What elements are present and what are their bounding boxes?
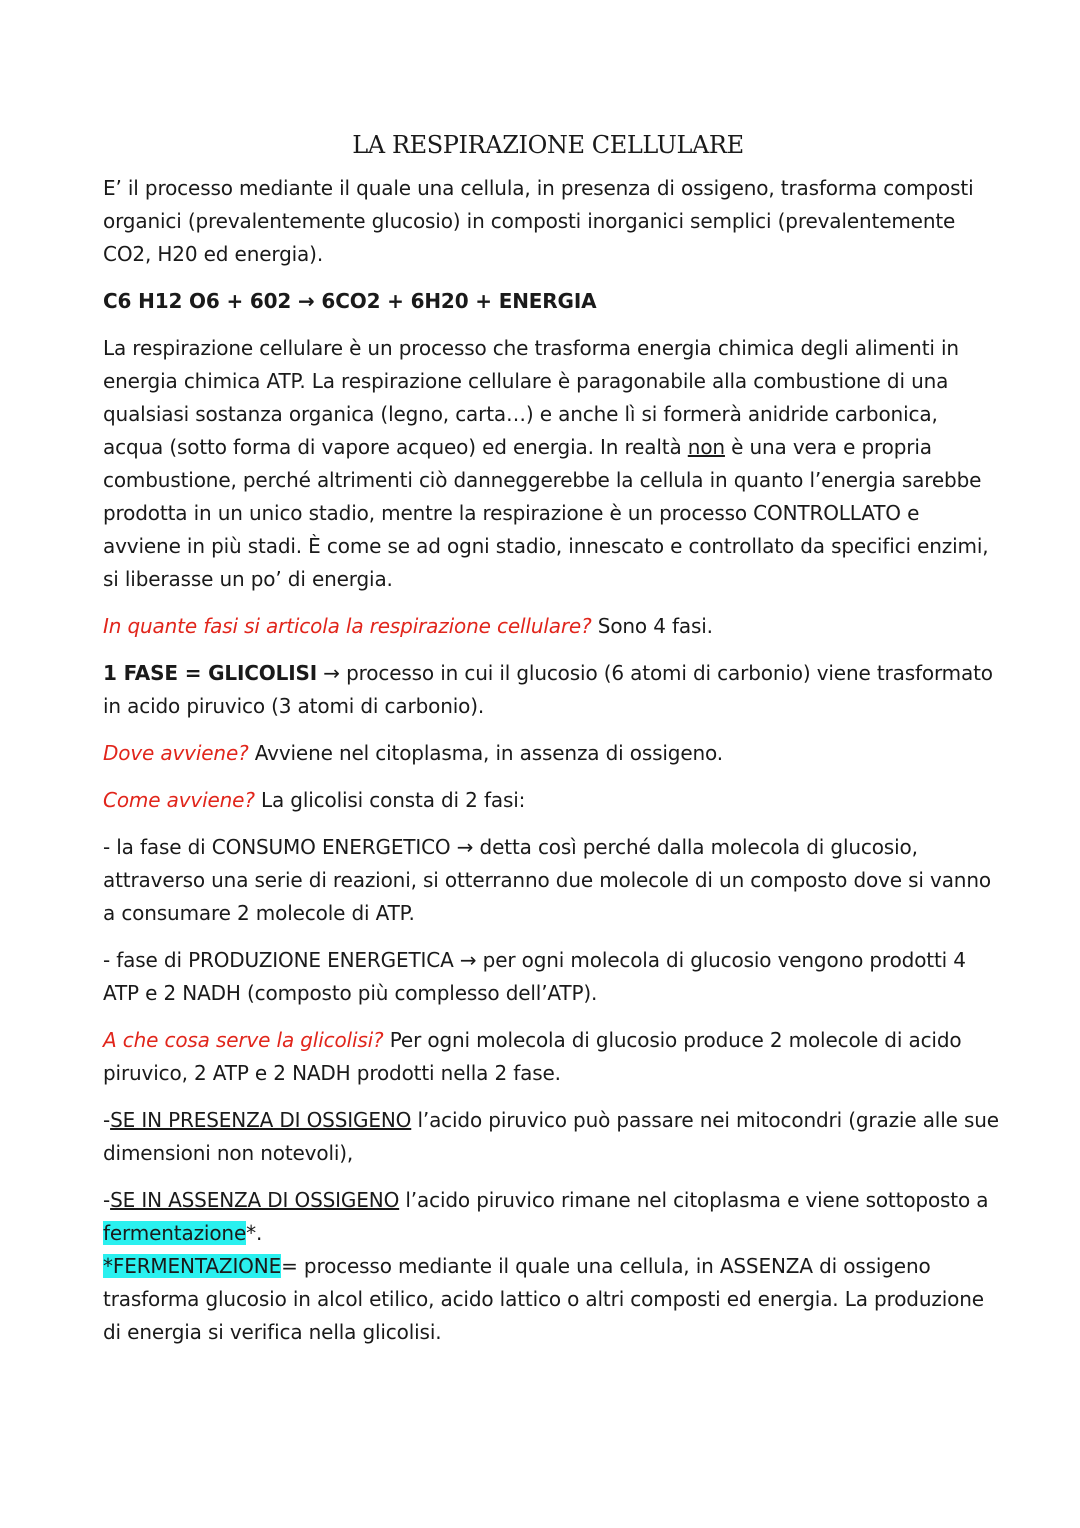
phase1-label: 1 FASE = GLICOLISI — [103, 661, 318, 685]
consumption-paragraph: - la fase di CONSUMO ENERGETICO → detta così perché dalla molecola di glucosio, attraverso una serie di reazioni, si otterranno due molecole di un composto dove si vanno a consumare 2 molecole di ATP. — [103, 835, 991, 925]
combustion-text-2: è una vera e propria combustione, perché altrimenti ciò danneggerebbe la cellula in quanto l’energia sarebbe prodotta in un unico stadio, mentre la respirazione è un processo CONTROLLATO e avviene in più stadi. È come se ad ogni stadio, innescato e controllato da specifici enzimi, si liberasse un po’ di energia. — [103, 435, 989, 591]
chemical-equation: C6 H12 O6 + 602 → 6CO2 + 6H20 + ENERGIA — [103, 289, 597, 313]
fermentation-term: *FERMENTAZIONE — [103, 1254, 282, 1278]
production-paragraph: - fase di PRODUZIONE ENERGETICA → per ogni molecola di glucosio vengono prodotti 4 ATP e 2 NADH (composto più complesso dell’ATP). — [103, 948, 966, 1005]
underlined-non: non — [687, 435, 725, 459]
where-question: Dove avviene? — [103, 741, 249, 765]
combustion-text-1: La respirazione cellulare è un processo che trasforma energia chimica degli alimenti in energia chimica ATP. La respirazione cellulare è paragonabile alla combustione di una qualsiasi sostanza organica (legno, carta…) e anche lì si formerà anidride carbonica, acqua (sotto forma di vapore acqueo) ed energia. In realtà — [103, 336, 959, 459]
combustion-paragraph — [103, 332, 1003, 596]
without-oxygen-text: l’acido piruvico rimane nel citoplasma e viene sottoposto a — [399, 1188, 989, 1212]
with-oxygen-heading: SE IN PRESENZA DI OSSIGENO — [110, 1108, 412, 1132]
where-answer: Avviene nel citoplasma, in assenza di ossigeno. — [248, 741, 723, 765]
without-oxygen-heading: SE IN ASSENZA DI OSSIGENO — [110, 1188, 400, 1212]
phase1-paragraph — [103, 657, 1003, 723]
with-oxygen-prefix: - — [103, 1108, 111, 1132]
page-title: LA RESPIRAZIONE CELLULARE — [352, 131, 744, 159]
how-line — [103, 784, 1003, 817]
how-question: Come avviene? — [103, 788, 255, 812]
document-body — [103, 128, 1003, 1363]
where-line — [103, 737, 1003, 770]
phases-question: In quante fasi si articola la respirazione cellulare? — [103, 614, 592, 638]
with-oxygen-text: l’acido piruvico può passare nei mitocondri (grazie alle sue dimensioni non notevoli), — [103, 1108, 999, 1165]
fermentation-definition — [103, 1250, 1003, 1349]
phase1-text: → processo in cui il glucosio (6 atomi di carbonio) viene trasformato in acido piruvico (3 atomi di carbonio). — [103, 661, 993, 718]
without-oxygen-suffix: *. — [246, 1221, 263, 1245]
phases-answer: Sono 4 fasi. — [591, 614, 713, 638]
without-oxygen-prefix: - — [103, 1188, 111, 1212]
fermentation-highlight: fermentazione — [103, 1221, 247, 1245]
intro-paragraph: E’ il processo mediante il quale una cellula, in presenza di ossigeno, trasforma composti organici (prevalentemente glucosio) in composti inorganici semplici (prevalentemente CO2, H20 ed energia). — [103, 176, 974, 266]
purpose-question: A che cosa serve la glicolisi? — [103, 1028, 384, 1052]
without-oxygen-paragraph — [103, 1184, 1003, 1250]
how-answer: La glicolisi consta di 2 fasi: — [254, 788, 526, 812]
fermentation-text: = processo mediante il quale una cellula, in ASSENZA di ossigeno trasforma glucosio in alcol etilico, acido lattico o altri composti ed energia. La produzione di energia si verifica nella glicolisi. — [103, 1254, 984, 1344]
with-oxygen-paragraph — [103, 1104, 1003, 1170]
phases-question-line — [103, 610, 1003, 643]
purpose-answer: Per ogni molecola di glucosio produce 2 molecole di acido piruvico, 2 ATP e 2 NADH prodotti nella 2 fase. — [103, 1028, 962, 1085]
purpose-paragraph — [103, 1024, 1003, 1090]
